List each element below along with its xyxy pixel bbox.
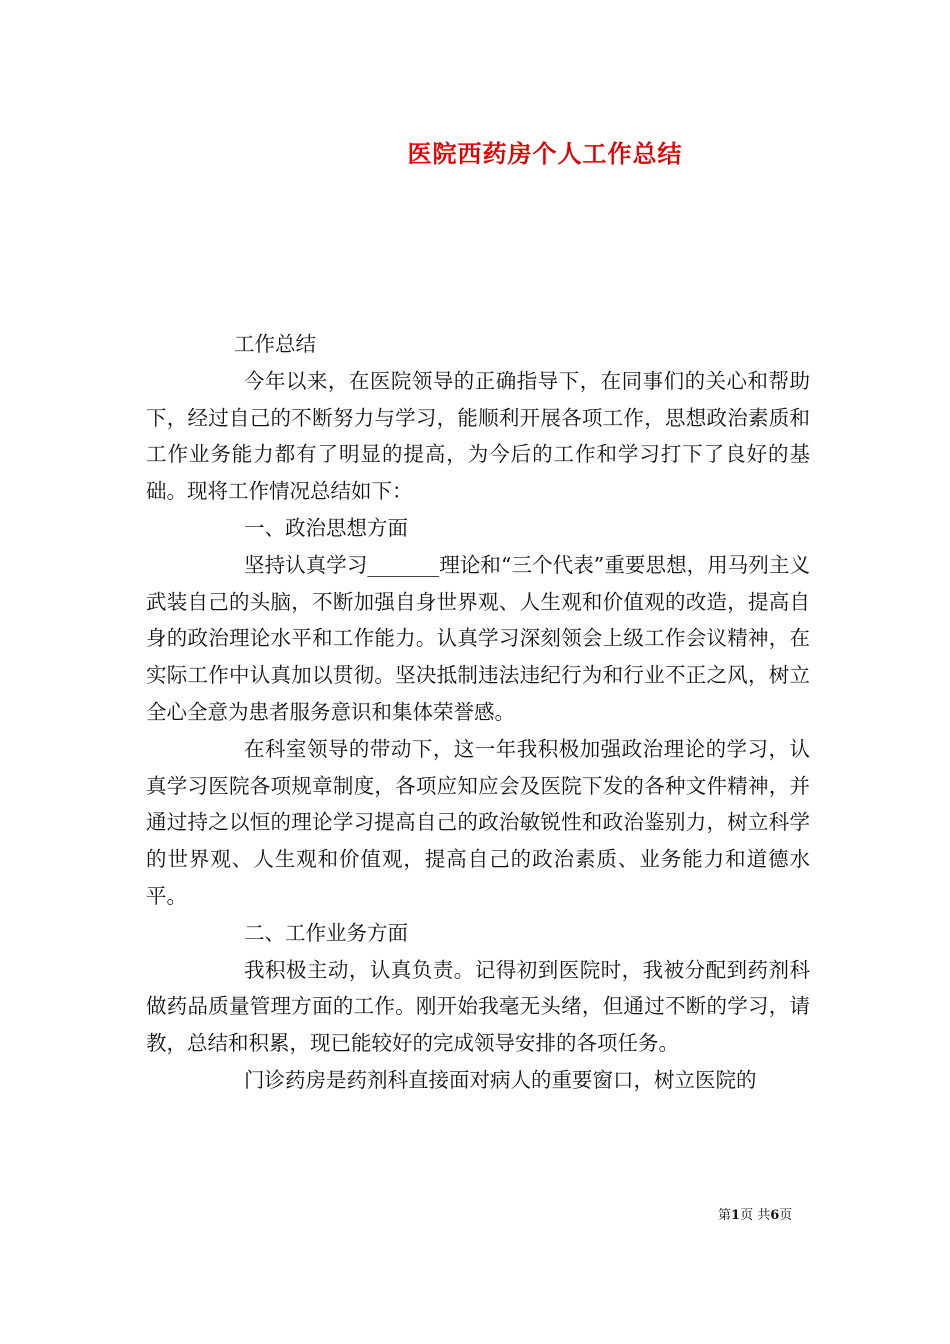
paragraph-work-duties: 我积极主动，认真负责。记得初到医院时，我被分配到药剂科做药品质量管理方面的工作。刚开始我毫无头绪，但通过不断的学习，请教，总结和积累，现已能较好的完成领导安排的各项任务。 (146, 957, 810, 1056)
paragraph-intro: 今年以来，在医院领导的正确指导下，在同事们的关心和帮助下，经过自己的不断努力与学习，能顺利开展各项工作，思想政治素质和工作业务能力都有了明显的提高，为今后的工作和学习打下了良好的基础。现将工作情况总结如下： (146, 368, 810, 504)
footer-suffix: 页 (779, 1208, 793, 1223)
document-body (146, 326, 810, 1099)
paragraph-political-study: 坚持认真学习_______理论和“三个代表”重要思想，用马列主义武装自己的头脑，不断加强自身世界观、人生观和价值观的改造，提高自身的政治理论水平和工作能力。认真学习深刻领会上级工作会议精神，在实际工作中认真加以贯彻。坚决抵制违法违纪行为和行业不正之风，树立全心全意为患者服务意识和集体荣誉感。 (146, 552, 810, 724)
footer-current-page: 1 (731, 1208, 741, 1223)
section-heading-work: 二、工作业务方面 (244, 920, 408, 945)
heading-label: 工作总结 (234, 332, 316, 356)
page-footer (718, 1204, 792, 1223)
paragraph-political-growth: 在科室领导的带动下，这一年我积极加强政治理论的学习，认真学习医院各项规章制度，各项应知应会及医院下发的各种文件精神，并通过持之以恒的理论学习提高自己的政治敏锐性和政治鉴别力，树立科学的世界观、人生观和价值观，提高自己的政治素质、业务能力和道德水平。 (146, 736, 810, 908)
footer-total-pages: 6 (770, 1208, 780, 1223)
footer-middle: 页 共 (740, 1208, 771, 1223)
section-heading-political: 一、政治思想方面 (244, 515, 408, 540)
document-title: 医院西药房个人工作总结 (407, 139, 683, 168)
footer-prefix: 第 (718, 1208, 732, 1223)
paragraph-pharmacy: 门诊药房是药剂科直接面对病人的重要窗口，树立医院的 (244, 1067, 757, 1092)
